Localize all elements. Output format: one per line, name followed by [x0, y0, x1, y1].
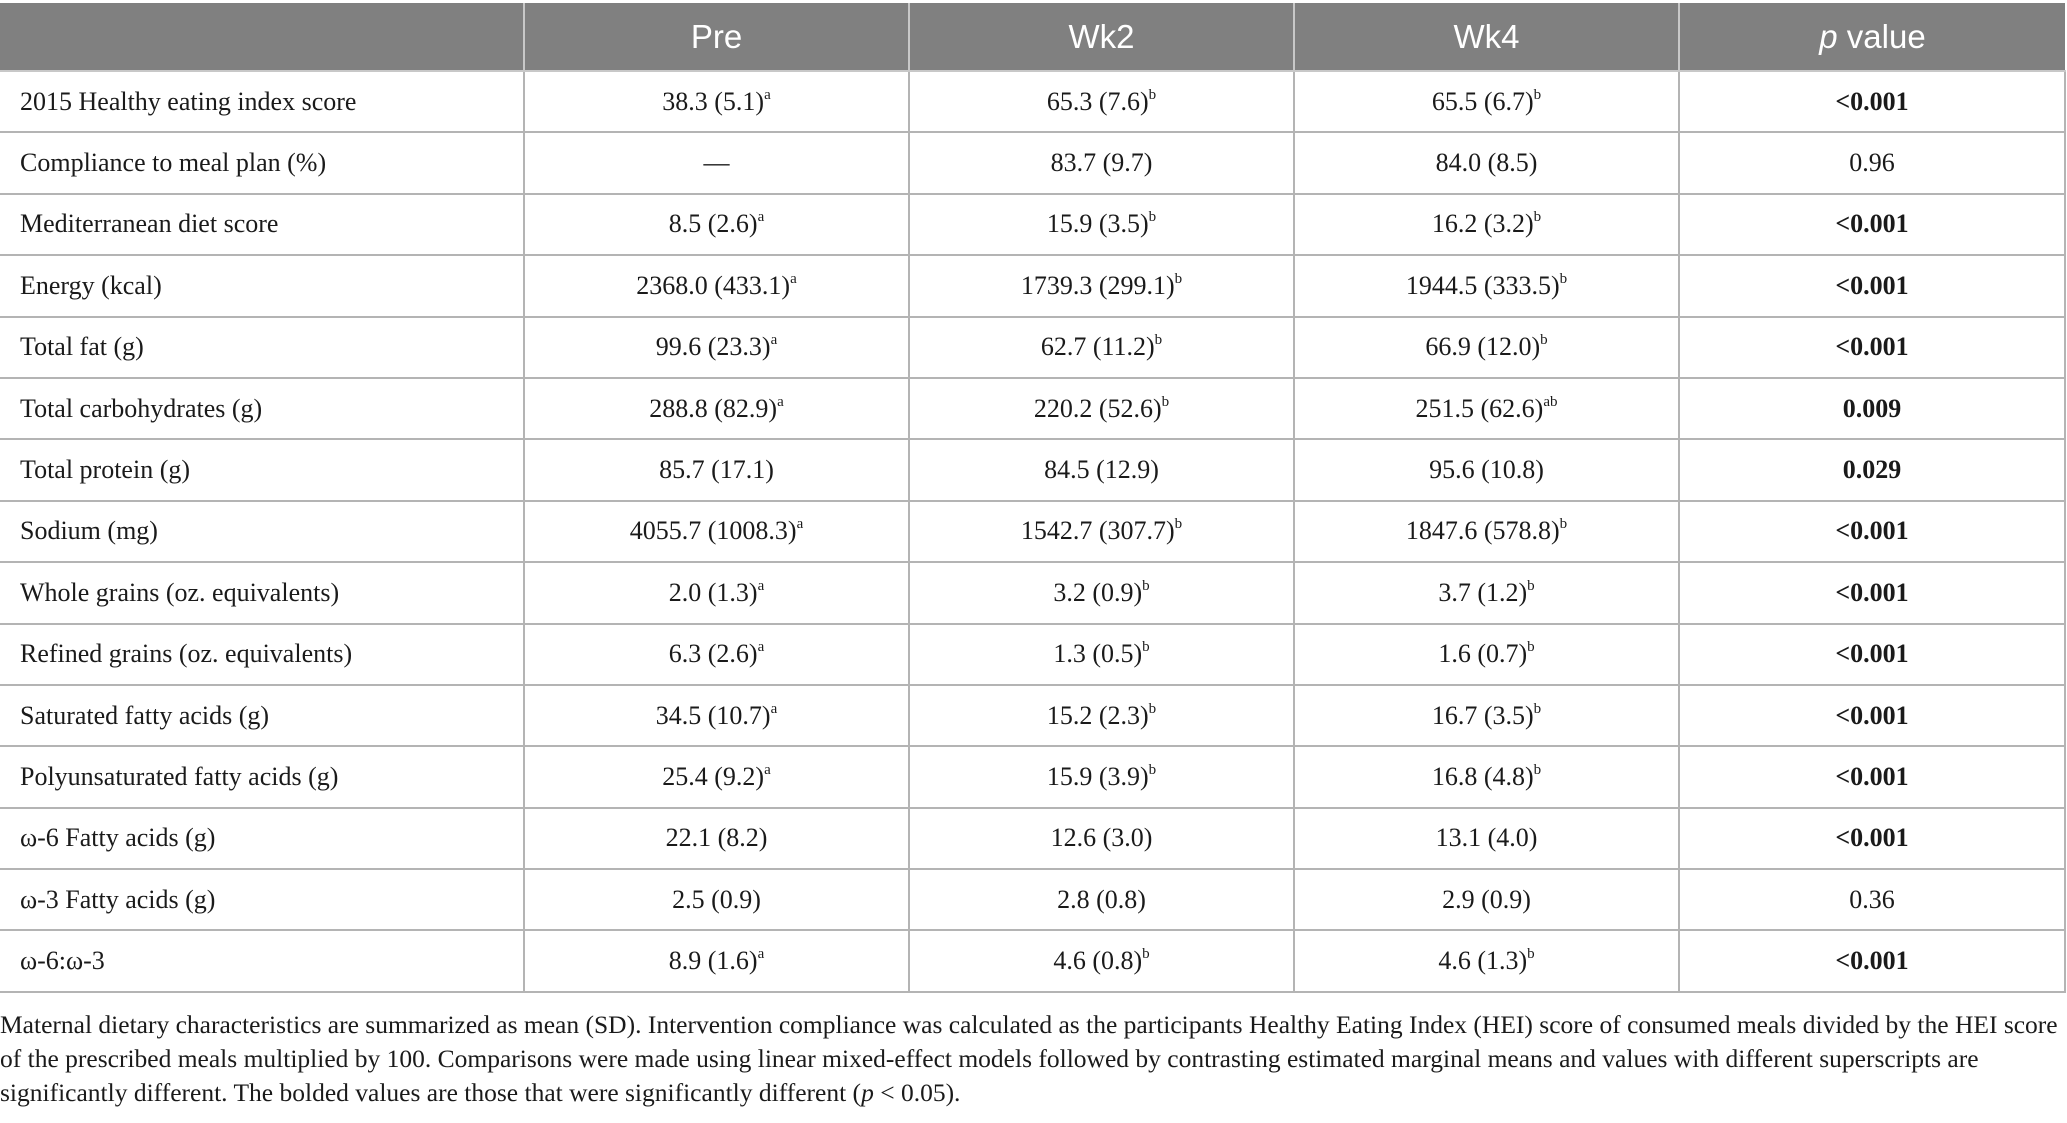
- row-label: ω-6 Fatty acids (g): [0, 808, 524, 869]
- row-label: Saturated fatty acids (g): [0, 685, 524, 746]
- table-row: [0, 501, 2065, 562]
- cell-p-value: <0.001: [1679, 71, 2065, 132]
- table-row: [0, 378, 2065, 439]
- cell-wk2-value: 84.5 (12.9): [1044, 455, 1159, 485]
- cell-wk4: [1294, 71, 1679, 132]
- table-row: [0, 624, 2065, 685]
- nutrition-table-container: [0, 3, 2067, 993]
- cell-wk4-value: 2.9 (0.9): [1442, 884, 1531, 914]
- cell-wk4-value: 66.9 (12.0): [1425, 332, 1541, 362]
- cell-wk2-value: 220.2 (52.6): [1033, 393, 1162, 423]
- cell-pre: [524, 624, 909, 685]
- cell-wk4: [1294, 562, 1679, 623]
- cell-wk4-value: 16.8 (4.8): [1431, 761, 1534, 791]
- cell-wk2-value: 1542.7 (307.7): [1020, 516, 1175, 546]
- cell-wk4-value: 4.6 (1.3): [1438, 946, 1528, 976]
- row-label: Total fat (g): [0, 317, 524, 378]
- cell-wk2-value: 2.8 (0.8): [1057, 884, 1146, 914]
- cell-wk2-value: 1739.3 (299.1): [1020, 270, 1175, 300]
- cell-wk2-superscript: b: [1161, 393, 1170, 410]
- cell-pre-superscript: a: [777, 393, 784, 410]
- cell-wk4-superscript: b: [1527, 946, 1535, 963]
- cell-wk4: [1294, 378, 1679, 439]
- cell-wk2-value: 65.3 (7.6): [1046, 86, 1149, 116]
- table-row: [0, 869, 2065, 930]
- cell-pre-value: 8.5 (2.6): [668, 209, 758, 239]
- cell-pre: [524, 869, 909, 930]
- cell-pre-superscript: a: [796, 516, 804, 533]
- cell-p-value: 0.36: [1679, 869, 2065, 930]
- table-row: [0, 71, 2065, 132]
- header-p-rest: value: [1837, 17, 1926, 55]
- cell-pre: [524, 317, 909, 378]
- cell-wk2: [909, 746, 1294, 807]
- cell-wk2-superscript: b: [1148, 209, 1157, 226]
- table-row: [0, 255, 2065, 316]
- cell-pre: [524, 562, 909, 623]
- cell-pre: [524, 132, 909, 193]
- cell-pre-superscript: a: [764, 86, 771, 103]
- table-row: [0, 562, 2065, 623]
- cell-wk2-superscript: b: [1142, 946, 1150, 963]
- cell-wk4-value: 84.0 (8.5): [1435, 148, 1538, 178]
- cell-pre-value: 38.3 (5.1): [662, 86, 765, 116]
- cell-wk4-value: 16.7 (3.5): [1431, 700, 1534, 730]
- cell-wk2: [909, 71, 1294, 132]
- cell-pre-superscript: a: [757, 209, 765, 226]
- cell-wk4-value: 16.2 (3.2): [1431, 209, 1534, 239]
- table-header-row: [0, 3, 2065, 71]
- cell-pre-superscript: a: [757, 946, 765, 963]
- cell-wk4-value: 251.5 (62.6): [1415, 393, 1544, 423]
- row-label: Sodium (mg): [0, 501, 524, 562]
- table-footnote: [0, 1008, 2060, 1110]
- cell-pre-value: 85.7 (17.1): [659, 455, 774, 485]
- cell-p-value: <0.001: [1679, 624, 2065, 685]
- cell-p-value: <0.001: [1679, 501, 2065, 562]
- footnote-text: Maternal dietary characteristics are summarized as mean (SD). Intervention compliance was calculated as the participants Healthy Eating Index (HEI) score of consumed meals divided by the HEI score of the prescribed meals multiplied by 100. Comparisons were made using linear mixed-effect models followed by contrasting estimated marginal means and values with different superscripts are significantly different. The bolded values are those that were significantly different (: [0, 1010, 2058, 1107]
- cell-pre-superscript: a: [757, 577, 765, 594]
- cell-p-value: 0.96: [1679, 132, 2065, 193]
- table-row: [0, 808, 2065, 869]
- cell-wk2-value: 4.6 (0.8): [1053, 946, 1143, 976]
- table-body: [0, 71, 2065, 992]
- cell-pre-value: —: [703, 148, 730, 178]
- cell-pre-value: 99.6 (23.3): [655, 332, 771, 362]
- cell-pre: [524, 501, 909, 562]
- cell-pre: [524, 930, 909, 991]
- cell-pre: [524, 746, 909, 807]
- cell-wk4: [1294, 501, 1679, 562]
- cell-wk4: [1294, 255, 1679, 316]
- cell-pre-value: 4055.7 (1008.3): [629, 516, 797, 546]
- cell-wk4-superscript: b: [1533, 86, 1542, 103]
- cell-wk2-value: 1.3 (0.5): [1053, 639, 1143, 669]
- cell-wk2-superscript: b: [1142, 577, 1150, 594]
- cell-wk2-superscript: b: [1174, 516, 1183, 533]
- cell-wk4-value: 13.1 (4.0): [1435, 823, 1538, 853]
- cell-wk2: [909, 378, 1294, 439]
- cell-p-value: <0.001: [1679, 255, 2065, 316]
- cell-pre: [524, 378, 909, 439]
- cell-pre-superscript: a: [770, 700, 778, 717]
- cell-wk4-superscript: ab: [1543, 393, 1558, 410]
- cell-wk2: [909, 317, 1294, 378]
- cell-pre-value: 22.1 (8.2): [665, 823, 768, 853]
- cell-pre: [524, 255, 909, 316]
- cell-wk4: [1294, 132, 1679, 193]
- table-row: [0, 439, 2065, 500]
- table-row: [0, 194, 2065, 255]
- cell-p-value: <0.001: [1679, 746, 2065, 807]
- cell-pre: [524, 194, 909, 255]
- header-wk4: Wk4: [1294, 3, 1679, 71]
- table-row: [0, 132, 2065, 193]
- row-label: Energy (kcal): [0, 255, 524, 316]
- cell-wk2-value: 62.7 (11.2): [1040, 332, 1155, 362]
- cell-pre-value: 2.0 (1.3): [668, 577, 758, 607]
- cell-wk2-value: 83.7 (9.7): [1050, 148, 1153, 178]
- footnote-text-end: < 0.05).: [873, 1078, 961, 1107]
- cell-pre-superscript: a: [770, 332, 778, 349]
- cell-wk4-value: 65.5 (6.7): [1431, 86, 1534, 116]
- cell-wk4-superscript: b: [1540, 332, 1548, 349]
- cell-wk2-value: 15.2 (2.3): [1046, 700, 1149, 730]
- cell-wk2-superscript: b: [1174, 270, 1183, 287]
- cell-wk4-value: 95.6 (10.8): [1429, 455, 1544, 485]
- cell-wk4: [1294, 808, 1679, 869]
- cell-pre-superscript: a: [757, 639, 765, 656]
- header-pre: Pre: [524, 3, 909, 71]
- cell-p-value: <0.001: [1679, 562, 2065, 623]
- row-label: Refined grains (oz. equivalents): [0, 624, 524, 685]
- cell-pre-superscript: a: [764, 761, 771, 778]
- cell-wk4-superscript: b: [1533, 209, 1542, 226]
- cell-wk4-value: 3.7 (1.2): [1438, 577, 1528, 607]
- cell-pre-value: 288.8 (82.9): [649, 393, 778, 423]
- cell-wk2-superscript: b: [1142, 639, 1150, 656]
- cell-wk4-superscript: b: [1527, 577, 1535, 594]
- row-label: Total carbohydrates (g): [0, 378, 524, 439]
- cell-pre: [524, 439, 909, 500]
- cell-pre-superscript: a: [790, 270, 797, 287]
- row-label: Polyunsaturated fatty acids (g): [0, 746, 524, 807]
- cell-wk2: [909, 439, 1294, 500]
- cell-wk4-value: 1847.6 (578.8): [1405, 516, 1560, 546]
- cell-wk4-superscript: b: [1533, 761, 1542, 778]
- cell-pre: [524, 685, 909, 746]
- cell-wk4: [1294, 439, 1679, 500]
- cell-wk2: [909, 930, 1294, 991]
- cell-wk4-superscript: b: [1533, 700, 1542, 717]
- cell-wk4: [1294, 317, 1679, 378]
- cell-wk2: [909, 562, 1294, 623]
- cell-p-value: <0.001: [1679, 930, 2065, 991]
- cell-p-value: <0.001: [1679, 808, 2065, 869]
- cell-p-value: 0.029: [1679, 439, 2065, 500]
- footnote-p-italic: p: [861, 1078, 874, 1107]
- cell-wk4-superscript: b: [1559, 270, 1568, 287]
- cell-pre-value: 8.9 (1.6): [668, 946, 758, 976]
- cell-wk2-value: 15.9 (3.5): [1046, 209, 1149, 239]
- row-label: Total protein (g): [0, 439, 524, 500]
- cell-wk4: [1294, 624, 1679, 685]
- cell-pre-value: 6.3 (2.6): [668, 639, 758, 669]
- cell-wk4: [1294, 930, 1679, 991]
- cell-wk2-superscript: b: [1148, 700, 1157, 717]
- cell-wk2: [909, 501, 1294, 562]
- cell-pre-value: 25.4 (9.2): [662, 761, 765, 791]
- table-row: [0, 746, 2065, 807]
- table-row: [0, 317, 2065, 378]
- cell-wk2: [909, 624, 1294, 685]
- header-label: [0, 3, 524, 71]
- cell-wk2-value: 15.9 (3.9): [1046, 761, 1149, 791]
- row-label: 2015 Healthy eating index score: [0, 71, 524, 132]
- cell-wk2: [909, 869, 1294, 930]
- cell-p-value: <0.001: [1679, 685, 2065, 746]
- cell-pre-value: 2.5 (0.9): [672, 884, 761, 914]
- header-p-italic: p: [1819, 17, 1838, 55]
- cell-wk4: [1294, 869, 1679, 930]
- cell-wk2: [909, 808, 1294, 869]
- cell-wk2-superscript: b: [1154, 332, 1163, 349]
- table-row: [0, 930, 2065, 991]
- cell-wk4-superscript: b: [1559, 516, 1568, 533]
- row-label: ω-3 Fatty acids (g): [0, 869, 524, 930]
- cell-pre: [524, 71, 909, 132]
- cell-wk2: [909, 194, 1294, 255]
- cell-wk2: [909, 132, 1294, 193]
- cell-p-value: 0.009: [1679, 378, 2065, 439]
- row-label: Whole grains (oz. equivalents): [0, 562, 524, 623]
- cell-wk4: [1294, 746, 1679, 807]
- table-row: [0, 685, 2065, 746]
- row-label: ω-6:ω-3: [0, 930, 524, 991]
- cell-wk2-value: 3.2 (0.9): [1053, 577, 1143, 607]
- cell-wk4-value: 1.6 (0.7): [1438, 639, 1528, 669]
- cell-wk2-superscript: b: [1148, 86, 1157, 103]
- cell-wk4: [1294, 194, 1679, 255]
- cell-pre-value: 34.5 (10.7): [655, 700, 771, 730]
- cell-wk2-superscript: b: [1148, 761, 1157, 778]
- cell-wk4-superscript: b: [1527, 639, 1535, 656]
- row-label: Compliance to meal plan (%): [0, 132, 524, 193]
- header-wk2: Wk2: [909, 3, 1294, 71]
- cell-wk4-value: 1944.5 (333.5): [1405, 270, 1560, 300]
- cell-wk2-value: 12.6 (3.0): [1050, 823, 1153, 853]
- cell-p-value: <0.001: [1679, 317, 2065, 378]
- cell-pre-value: 2368.0 (433.1): [636, 270, 791, 300]
- header-p-value: [1679, 3, 2065, 71]
- row-label: Mediterranean diet score: [0, 194, 524, 255]
- cell-wk2: [909, 255, 1294, 316]
- cell-p-value: <0.001: [1679, 194, 2065, 255]
- cell-wk2: [909, 685, 1294, 746]
- dietary-characteristics-table: [0, 3, 2066, 993]
- cell-pre: [524, 808, 909, 869]
- cell-wk4: [1294, 685, 1679, 746]
